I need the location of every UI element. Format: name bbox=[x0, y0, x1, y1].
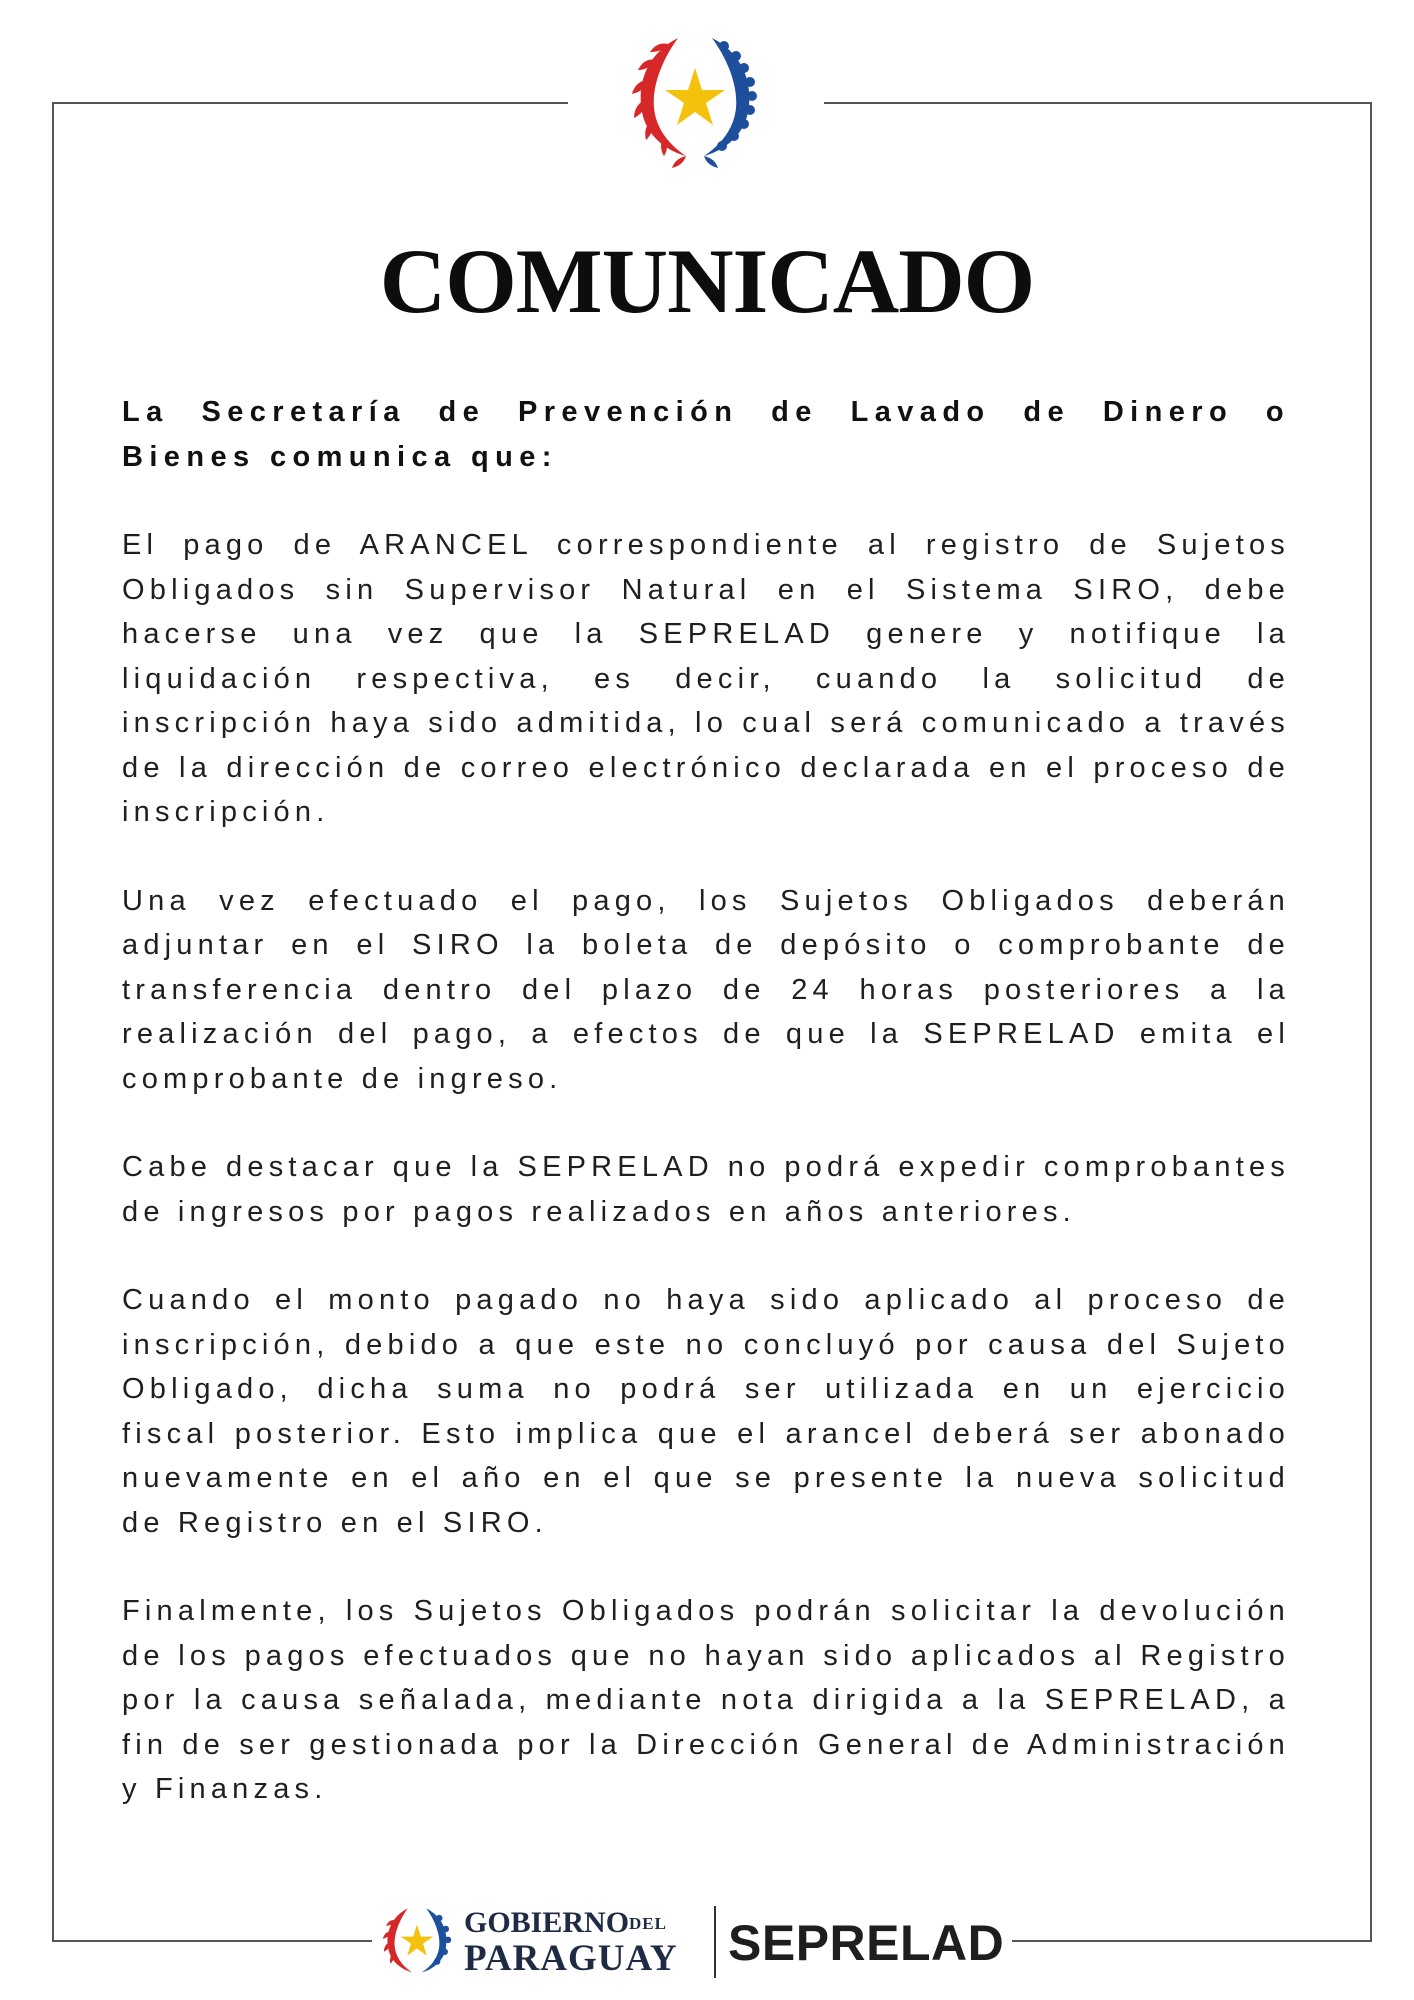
frame-top-left-line bbox=[52, 102, 568, 104]
footer-divider bbox=[714, 1906, 716, 1978]
frame-bottom-left-line bbox=[52, 1940, 372, 1942]
seprelad-logo: SEPRELAD bbox=[728, 1915, 1005, 1971]
paragraph-comprobantes: Cabe destacar que la SEPRELAD no podrá expedir comprobantes de ingresos por pagos realizados en años anteriores. bbox=[122, 1151, 1290, 1228]
paragraph-devolucion: Finalmente, los Sujetos Obligados podrán solicitar la devolución de los pagos efectuados que no hayan sido aplicados al Registro por la causa señalada, mediante nota dirigida a la SEPRELAD, a fin de ser gestionada por la Dirección General de Administración y Finanzas. bbox=[122, 1595, 1290, 1805]
frame-right-line bbox=[1370, 102, 1372, 1942]
frame-top-right-line bbox=[824, 102, 1372, 104]
paragraph-arancel: El pago de ARANCEL correspondiente al registro de Sujetos Obligados sin Supervisor Natural en el Sistema SIRO, debe hacerse una vez que la SEPRELAD genere y notifique la liquidación respectiva, es decir, cuando la solicitud de inscripción haya sido admitida, lo cual será comunicado a través de la dirección de correo electrónico declarada en el proceso de inscripción. bbox=[122, 529, 1290, 828]
intro-paragraph: La Secretaría de Prevención de Lavado de Dinero o Bienes comunica que: bbox=[122, 396, 1290, 473]
footer-logos bbox=[376, 1902, 1010, 1982]
gov-text-gobierno: GOBIERNO bbox=[464, 1906, 630, 1939]
paragraph-pago: Una vez efectuado el pago, los Sujetos Obligados deberán adjuntar en el SIRO la boleta de depósito o comprobante de transferencia dentro del plazo de 24 horas posteriores a la realización del pago, a efectos de que la SEPRELAD emita el comprobante de ingreso. bbox=[122, 884, 1290, 1095]
page-title: COMUNICADO bbox=[379, 230, 1035, 332]
paraguay-national-emblem-icon bbox=[620, 30, 770, 170]
frame-left-line bbox=[52, 102, 54, 1942]
gobierno-del-paraguay-logo-text bbox=[464, 1908, 678, 1977]
frame-bottom-right-line bbox=[1012, 1940, 1372, 1942]
gov-text-paraguay: PARAGUAY bbox=[464, 1938, 678, 1979]
paraguay-government-emblem-icon bbox=[376, 1904, 458, 1980]
gov-text-del: DEL bbox=[629, 1914, 667, 1933]
communique-body bbox=[122, 390, 1290, 1856]
paragraph-monto: Cuando el monto pagado no haya sido aplicado al proceso de inscripción, debido a que este no concluyó por causa del Sujeto Obligado, dicha suma no podrá ser utilizada en un ejercicio fiscal posterior. Esto implica que el arancel deberá ser abonado nuevamente en el año en el que se presente la nueva solicitud de Registro en el SIRO. bbox=[122, 1284, 1290, 1539]
